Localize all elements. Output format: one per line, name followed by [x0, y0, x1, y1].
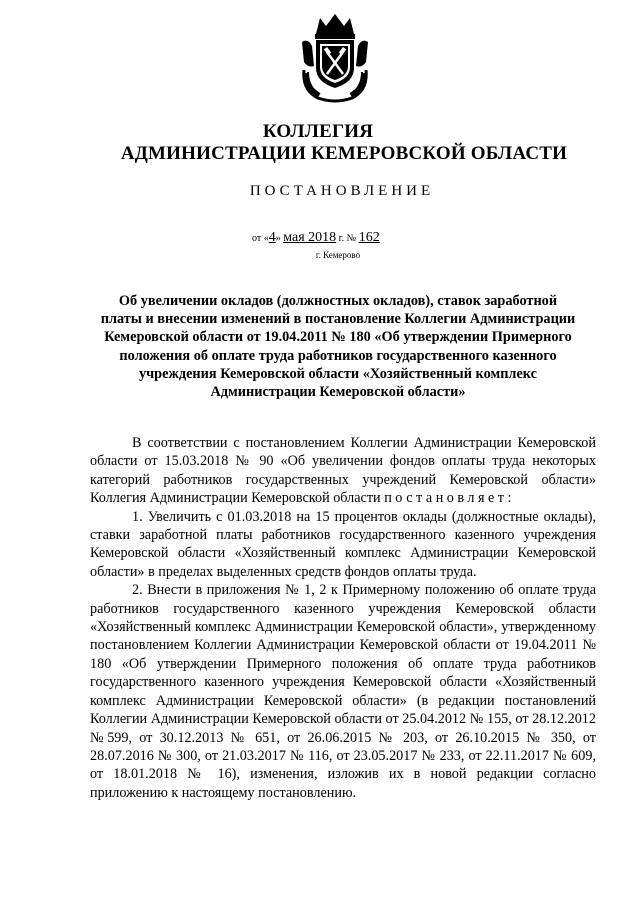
date-month-year: мая 2018	[283, 230, 337, 245]
org-name-line1: КОЛЛЕГИЯ	[262, 121, 374, 142]
date-prefix: от «	[252, 233, 269, 244]
resolves-word: постановляет:	[384, 490, 515, 507]
coat-of-arms-icon	[298, 12, 372, 104]
date-number-line	[252, 230, 380, 246]
date-close-quote: »	[275, 233, 281, 244]
document-type: ПОСТАНОВЛЕНИЕ	[249, 183, 435, 199]
item-2-paragraph: 2. Внести в приложения № 1, 2 к Примерному положению об оплате труда работников государственного казенного учреждения Кемеровской области «Хозяйственный комплекс Администрации Кемеровской области», утвержденному постановлением Коллегии Администрации Кемеровской области от 19.04.2011 № 180 «Об утверждении Примерного положения об оплате труда работников государственного казенного учреждения Кемеровской области «Хозяйственный комплекс Администрации Кемеровской области» (в редакции постановлений Коллегии Администрации Кемеровской области от 25.04.2012 № 155, от 28.12.2012 №599, от 30.12.2013 № 651, от 26.06.2015 № 203, от 26.10.2015 № 350, от 28.07.2016 № 300, от 21.03.2017 № 116, от 23.05.2017 № 233, от 22.11.2017 № 609, от 18.01.2018 № 16), изменения, изложив их в новой редакции согласно приложению к настоящему постановлению.	[90, 582, 596, 801]
document-subject: Об увеличении окладов (должностных окладов), ставок заработной платы и внесении изменений в постановление Коллегии Администрации Кемеровской области от 19.04.2011 № 180 «Об утверждении Примерного положения об оплате труда работников государственного казенного учреждения Кемеровской области «Хозяйственный комплекс Администрации Кемеровской области»	[100, 293, 576, 401]
intro-paragraph	[90, 434, 596, 508]
city: г. Кемерово	[315, 250, 361, 260]
date-day: 4	[268, 230, 276, 245]
document-body	[90, 434, 596, 802]
document-number: 162	[358, 230, 380, 245]
intro-text: В соответствии с постановлением Коллегии Администрации Кемеровской области от 15.03.2018 № 90 «Об увеличении фондов оплаты труда некоторых категорий работников государственных учреждений Кемеровской области» Коллегия Администрации Кемеровской области	[90, 435, 596, 507]
date-year-suffix: г.	[338, 233, 345, 244]
number-sign: №	[346, 233, 357, 244]
item-1-paragraph: 1. Увеличить с 01.03.2018 на 15 процентов оклады (должностные оклады), ставки заработной платы работников государственного казенного учреждения Кемеровской области «Хозяйственный комплекс Администрации Кемеровской области» в пределах выделенных средств фондов оплаты труда.	[90, 508, 596, 580]
org-name-line2: АДМИНИСТРАЦИИ КЕМЕРОВСКОЙ ОБЛАСТИ	[120, 143, 568, 164]
